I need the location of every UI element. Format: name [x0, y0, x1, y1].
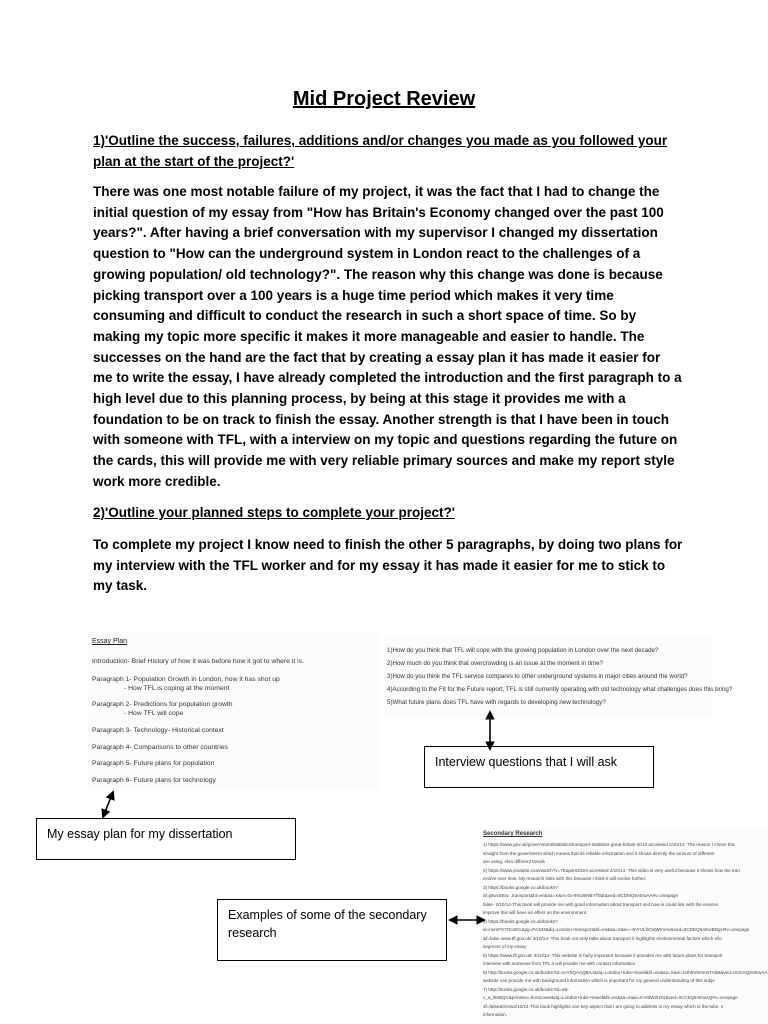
secondary-research-line: 5) https://www.tfl.gov.uk/ 3/10/14- This website is fairly important because it provides me with future plans for transport [483, 952, 723, 958]
secondary-research-line: 6) http://books.google.co.uk/books?id=vuYhQAAQBAJ&dq=London+tube+travel&hl=en&sa=X&ei=b4h9VIrmmsTAbB&ved=0CDAQ6AEwAA [483, 969, 768, 975]
secondary-research-line: false- 2/10/14-This book will provide me with good information about transport and how is could link with the environ [483, 901, 719, 907]
interview-question: 4)According to the Fit for the Future report, TFL is still currently operating with old technology what challenges does this bring? [387, 686, 733, 693]
secondary-research-line: information. [483, 1012, 508, 1017]
secondary-research-line: id=hemFX7OcnEC&pg=PA343&dq=London+transport&hl=en&sa=X&ei=-4hYVLfnOqWrmAe&ved=0CDEQ6AEwBDgU#v=onepage [483, 927, 750, 932]
secondary-research-line: interview with someone from TFL it will provide me with contact information [483, 961, 636, 966]
interview-question: 1)How do you think that TFL will cope with the growing population in London over the next decade? [387, 647, 659, 654]
secondary-research-line: &f=false www.tfl.gov.uk/ 3/10/14- This book not only talks about transport it highlights environmental factors which sho [483, 935, 722, 941]
question-2: 2)'Outline your planned steps to complete your project?' [93, 505, 455, 520]
essay-plan-line: Paragraph 5- Future plans for population [92, 760, 215, 767]
secondary-label-box: Examples of some of the secondary research [217, 899, 447, 961]
secondary-research-line: evolve over time. My research links with this because I think it will evolve further. [483, 876, 647, 881]
secondary-research-line: 3) https://books.google.co.uk/books? [483, 884, 558, 890]
essay-plan-line: Introduction- Brief History of how it was before how it got to where it is. [92, 658, 304, 665]
secondary-research-heading: Secondary Research [483, 831, 543, 837]
secondary-research-line: 2) https://www.youtube.com/watch?v=7Eapsr0Z3mI accessed 2/10/14- This video is very useful because it shows how the tran [483, 867, 740, 873]
interview-question: 2)How much do you think that overcrowding is an issue at the moment in time? [387, 660, 603, 667]
essay-plan-line: Paragraph 3- Technology- Historical context [92, 727, 224, 734]
interview-question: 5)What future plans does TFL have with regards to developing new technology? [387, 699, 606, 706]
essay-plan-arrow [103, 792, 113, 817]
secondary-research-line: are using. Also different trends [483, 859, 545, 864]
essay-plan-heading: Essay Plan [92, 638, 128, 645]
essay-plan-line: - How TFL is coping at the moment [124, 685, 230, 692]
essay-plan-line: Paragraph 6- Future plans for technology [92, 777, 216, 784]
interview-question: 3)How do you think the TFL service compares to other underground systems in major cities around the world? [387, 673, 688, 680]
secondary-research-line: 4) https://books.google.co.uk/books? [483, 918, 558, 924]
secondary-research-line: 7) http://books.google.co.uk/books?id=eB- [483, 986, 569, 992]
interview-label-box: Interview questions that I will ask [424, 746, 654, 788]
secondary-research-line: website can provide me with background information which is important for my general understanding of this subje [483, 978, 715, 983]
answer-1: There was one most notable failure of my project, it was the fact that I had to change the initial question of my essay from "How has Britain's Economy changed over the past 100 years?". After having a brief conversation with my supervisor I changed my dissertation question to "How can the underground system in London react to the challenges of a growing population/ old technology?". The reason why this change was done is because picking transport over a 100 years is a huge time period which makes it very time consuming and difficult to conduct the research in such a short space of time. So by making my topic more specific it makes it more manageable and easier to handle. The successes on the hand are the fact that by creating a essay plan it has made it easier for me to write the essay, I have already completed the introduction and the first paragraph to a high level due to this planning process, by being at this stage it provides me with a foundation to be on track to finish the essay. Another strength is that I have been in touch with someone with TFL, with a interview on my topic and questions regarding the future on the cards, this will provide me with very reliable primary sources and make my report style work more credible. [93, 184, 682, 489]
essay-plan-line: Paragraph 4- Comparisons to other countries [92, 744, 229, 751]
question-1: 1)'Outline the success, failures, additions and/or changes you made as you followed your plan at the start of the project?' [93, 133, 668, 169]
secondary-research-line: c_a_l6sBQC&printsec=frontcover&dq=London+tube+travel&hl=en&sa=X&ei=KVIdWZtDG&ved=0CCkQ6AEwAQ#v=onepage [483, 995, 738, 1000]
answer-2: To complete my project I know need to finish the other 5 paragraphs, by doing two plans for my interview with the TFL worker and for my essay it has made it easier for me to stick to my task. [93, 537, 683, 594]
secondary-research-line: segment of my essay [483, 944, 527, 949]
secondary-research-line: id=jBwcEEw...transport&hl=en&sa=X&ei=0x-9VLWHBYfTaE&ved=0CDMQ6AEwAA#v=onepage [483, 893, 678, 898]
essay-plan-line: - How TFL will cope [124, 710, 184, 717]
essay-plan-label-box: My essay plan for my dissertation [36, 818, 296, 860]
page-title: Mid Project Review [292, 88, 476, 110]
secondary-research-line: 3f=false&Grow3/10/14-This book highlights one key aspect that I am going to address in my essay which is the tube, s [483, 1003, 724, 1009]
essay-plan-line: Paragraph 2- Predictions for population growth [92, 701, 233, 708]
secondary-research-line: straight from the government which means that its reliable information and it shows directly the amount of different [483, 850, 715, 856]
essay-plan-line: Paragraph 1- Population Growth in London, how it has shot up [92, 676, 280, 683]
secondary-research-line: 1) https://www.gov.uk/government/statistics/transport-statistics-great-britain-2013 accessed 2/10/14- The reason I chose this [483, 842, 735, 847]
secondary-research-line: improve this will have an effect on the environment. [483, 910, 588, 915]
